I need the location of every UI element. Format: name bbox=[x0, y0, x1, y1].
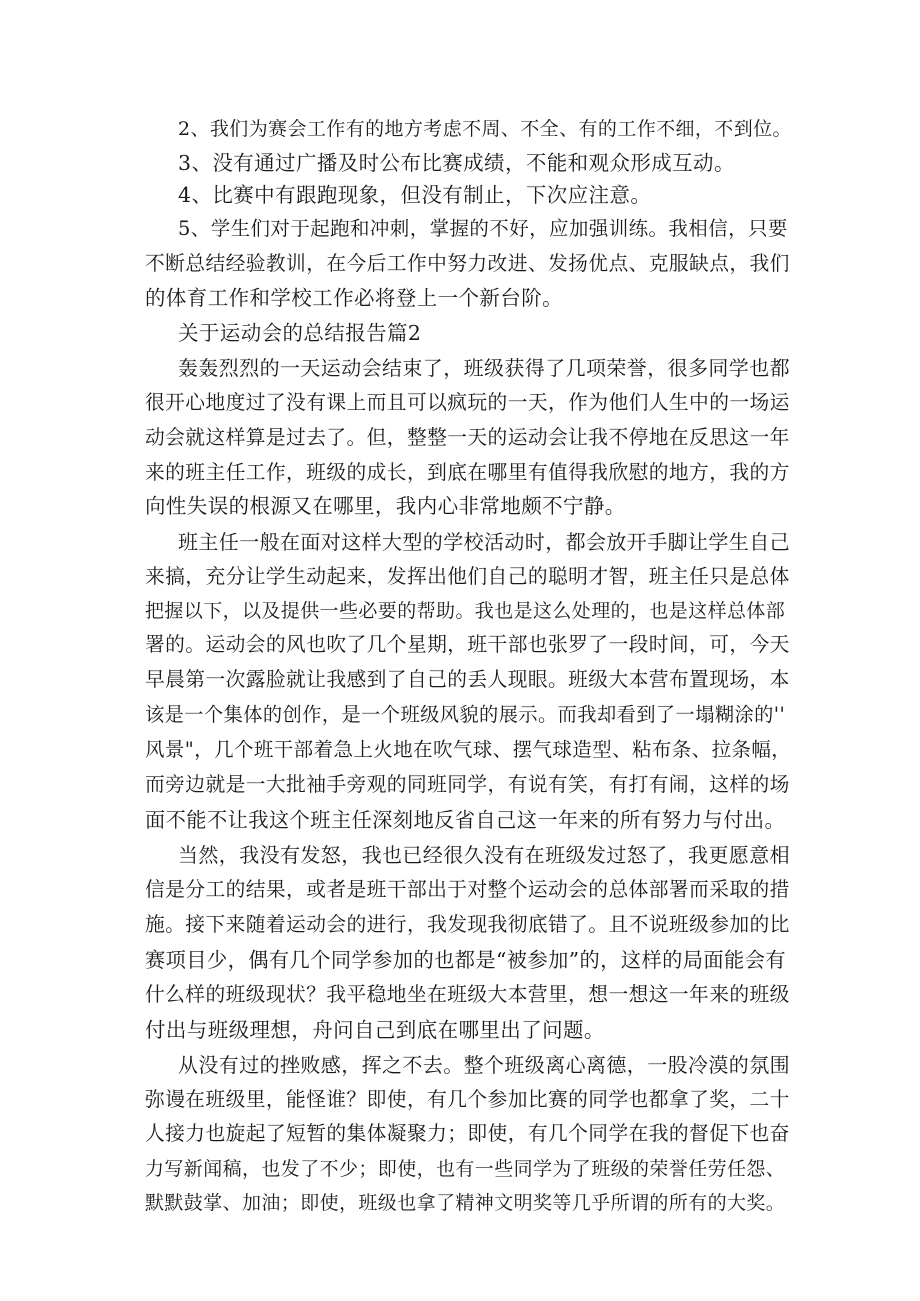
text-line: 弥谩在班级里，能怪谁？即使，有几个参加比赛的同学也都拿了奖，二十 bbox=[145, 1088, 790, 1111]
text-line: 来搞，充分让学生动起来，发挥出他们自己的聪明才智，班主任只是总体 bbox=[145, 565, 790, 588]
text-line: 的体育工作和学校工作必将登上一个新台阶。 bbox=[145, 286, 563, 310]
text-line: 署的。运动会的风也吹了几个星期，班干部也张罗了一段时间，可，今天 bbox=[145, 633, 790, 656]
text-line: 默默鼓掌、加油；即使，班级也拿了精神文明奖等几乎所谓的所有的大奖。 bbox=[145, 1192, 786, 1214]
text-line: 付出与班级理想，舟问自己到底在哪里出了问题。 bbox=[145, 1018, 605, 1042]
text-line: 力写新闻稿，也发了不少；即使，也有一些同学为了班级的荣誉任劳任怨、 bbox=[145, 1158, 786, 1180]
text-line: 赛项目少，偶有几个同学参加的也都是“被参加”的，这样的局面能会有 bbox=[145, 948, 787, 972]
text-line: 来的班主任工作，班级的成长，到底在哪里有值得我欣慰的地方，我的方 bbox=[145, 461, 790, 484]
text-line: 5、学生们对于起跑和冲刺，掌握的不好，应加强训练。我相信，只要 bbox=[178, 217, 788, 240]
text-line: 班主任一般在面对这样大型的学校活动时，都会放开手脚让学生自己 bbox=[178, 530, 790, 554]
text-line: 人接力也旋起了短暂的集体凝聚力；即使，有几个同学在我的督促下也奋 bbox=[145, 1122, 790, 1145]
text-line: 而旁边就是一大批袖手旁观的同班同学，有说有笑，有打有闹，这样的场 bbox=[145, 773, 790, 796]
text-line: 不断总结经验教训，在今后工作中努力改进、发扬优点、克服缺点，我们 bbox=[145, 252, 790, 275]
text-line: 3、没有通过广播及时公布比赛成绩，不能和观众形成互动。 bbox=[178, 151, 735, 175]
text-line: 4、比赛中有跟跑现象，但没有制止，下次应注意。 bbox=[178, 183, 652, 207]
text-line: 风景"，几个班干部着急上火地在吹气球、摆气球造型、粘布条、拉条幅， bbox=[145, 738, 792, 761]
text-line: 该是一个集体的创作，是一个班级风貌的展示。而我却看到了一塌糊涂的'' bbox=[145, 703, 786, 726]
section-heading: 关于运动会的总结报告篇2 bbox=[178, 321, 422, 345]
text-line: 面不能不让我这个班主任深刻地反省自己这一年来的所有努力与付出。 bbox=[145, 808, 786, 832]
text-line: 很开心地度过了没有课上而且可以疯玩的一天，作为他们人生中的一场运 bbox=[145, 391, 790, 414]
text-line: 2、我们为赛会工作有的地方考虑不周、不全、有的工作不细，不到位。 bbox=[178, 118, 792, 140]
text-line: 早晨第一次露脸就让我感到了自己的丢人现眼。班级大本营布置现场，本 bbox=[145, 668, 790, 691]
text-line: 从没有过的挫败感，挥之不去。整个班级离心离德，一股冷漠的氛围 bbox=[178, 1053, 790, 1077]
text-line: 当然，我没有发怒，我也已经很久没有在班级发过怒了，我更愿意相 bbox=[178, 843, 790, 867]
text-line: 轰轰烈烈的一天运动会结束了，班级获得了几项荣誉，很多同学也都 bbox=[178, 356, 790, 380]
text-line: 动会就这样算是过去了。但，整整一天的运动会让我不停地在反思这一年 bbox=[145, 426, 790, 449]
text-line: 施。接下来随着运动会的进行，我发现我彻底错了。且不说班级参加的比 bbox=[145, 913, 790, 936]
text-line: 什么样的班级现状？我平稳地坐在班级大本营里，想一想这一年来的班级 bbox=[145, 983, 790, 1006]
text-line: 把握以下，以及提供一些必要的帮助。我也是这么处理的，也是这样总体部 bbox=[145, 600, 786, 622]
text-line: 向性失误的根源又在哪里，我内心非常地颇不宁静。 bbox=[145, 494, 626, 518]
text-line: 信是分工的结果，或者是班干部出于对整个运动会的总体部署而采取的措 bbox=[145, 878, 790, 901]
